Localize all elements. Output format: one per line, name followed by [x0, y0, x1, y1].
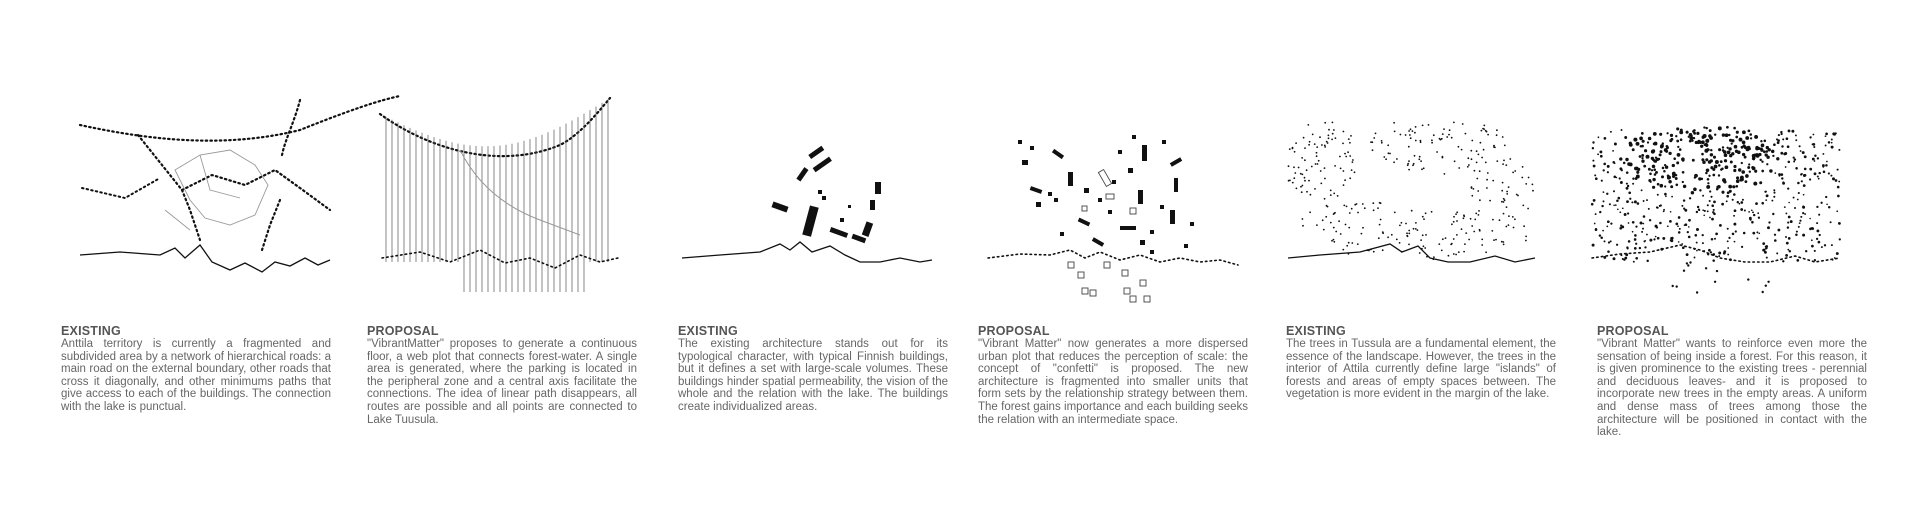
diagram-existing-buildings	[682, 146, 932, 262]
caption-existing-trees	[1286, 324, 1556, 401]
confetti-outline-buildings	[1068, 170, 1150, 302]
diagonal-road-center	[182, 170, 330, 210]
caption-heading: EXISTING	[1286, 324, 1346, 338]
minor-paths	[165, 150, 268, 230]
caption-proposal-trees	[1597, 324, 1867, 439]
caption-text: "VibrantMatter" proposes to generate a continuous floor, a web plot that connects forest-water. A single area is generated, where the parking is located in the peripheral zone and a central axis facilitate the connections. The idea of linear path disappears, all routes are possible and all points are connected to Lake Tuusula.	[367, 338, 637, 426]
caption-proposal-confetti	[978, 324, 1248, 426]
proposal-tree-edge	[1592, 245, 1840, 262]
lake-shoreline	[80, 245, 330, 272]
caption-text: "Vibrant Matter" now generates a more dispersed urban plot that reduces the perception of scale: the concept of "confetti" is proposed. The new architecture is fragmented into smaller units that form sets by the relationship strategy between them. The forest gains importance and each building seeks the relation with an intermediate space.	[978, 338, 1248, 426]
caption-heading: PROPOSAL	[978, 324, 1050, 338]
diagonal-road-left	[138, 135, 200, 240]
proposal-tree-dots	[1591, 126, 1841, 294]
caption-text: Anttila territory is currently a fragmented and subdivided area by a network of hierarchical roads: a main road on the external boundary, other roads that cross it diagonally, and other minimums paths that give access to each of the buildings. The connection with the lake is punctual.	[61, 338, 331, 413]
caption-text: "Vibrant Matter" wants to reinforce even more the sensation of being inside a forest. For this reason, it is given prominence to the existing trees - perennial and deciduous leaves- and it is proposed to incorporate new trees in the empty areas. A uniform and dense mass of trees among those the architecture will be positioned in contact with the lake.	[1597, 338, 1867, 439]
central-axis	[460, 150, 580, 235]
diagram-existing-trees	[1288, 121, 1535, 262]
caption-existing-buildings	[678, 324, 948, 414]
arc-road	[282, 100, 300, 155]
web-boundary	[380, 98, 610, 156]
diagram-proposal-trees	[1591, 126, 1841, 294]
existing-tree-dots	[1288, 122, 1534, 261]
main-road-boundary	[80, 96, 400, 141]
confetti-lake-edge	[988, 250, 1238, 265]
diagram-proposal-confetti	[988, 135, 1238, 302]
road-left-west	[82, 178, 160, 198]
caption-proposal-web	[367, 324, 637, 426]
caption-existing-roads	[61, 324, 331, 414]
caption-heading: PROPOSAL	[1597, 324, 1669, 338]
caption-heading: EXISTING	[61, 324, 121, 338]
caption-heading: EXISTING	[678, 324, 738, 338]
large-volumes	[771, 146, 881, 243]
diagram-existing-roads	[80, 96, 400, 272]
road-to-lake	[262, 200, 280, 250]
buildings-shoreline	[682, 242, 932, 262]
caption-text: The existing architecture stands out for its typological character, with typical Finnish buildings, but it defines a set with large-scale volumes. These buildings hinder spatial permeability, the vision of the whole and the relation with the lake. The buildings create individualized areas.	[678, 338, 948, 413]
trees-shoreline	[1288, 244, 1535, 262]
caption-heading: PROPOSAL	[367, 324, 439, 338]
caption-text: The trees in Tussula are a fundamental element, the essence of the landscape. However, the trees in the interior of Attila currently define large "islands" of forests and areas of empty spaces between. The vegetation is more evident in the margin of the lake.	[1286, 338, 1556, 401]
diagram-proposal-web	[380, 98, 618, 292]
